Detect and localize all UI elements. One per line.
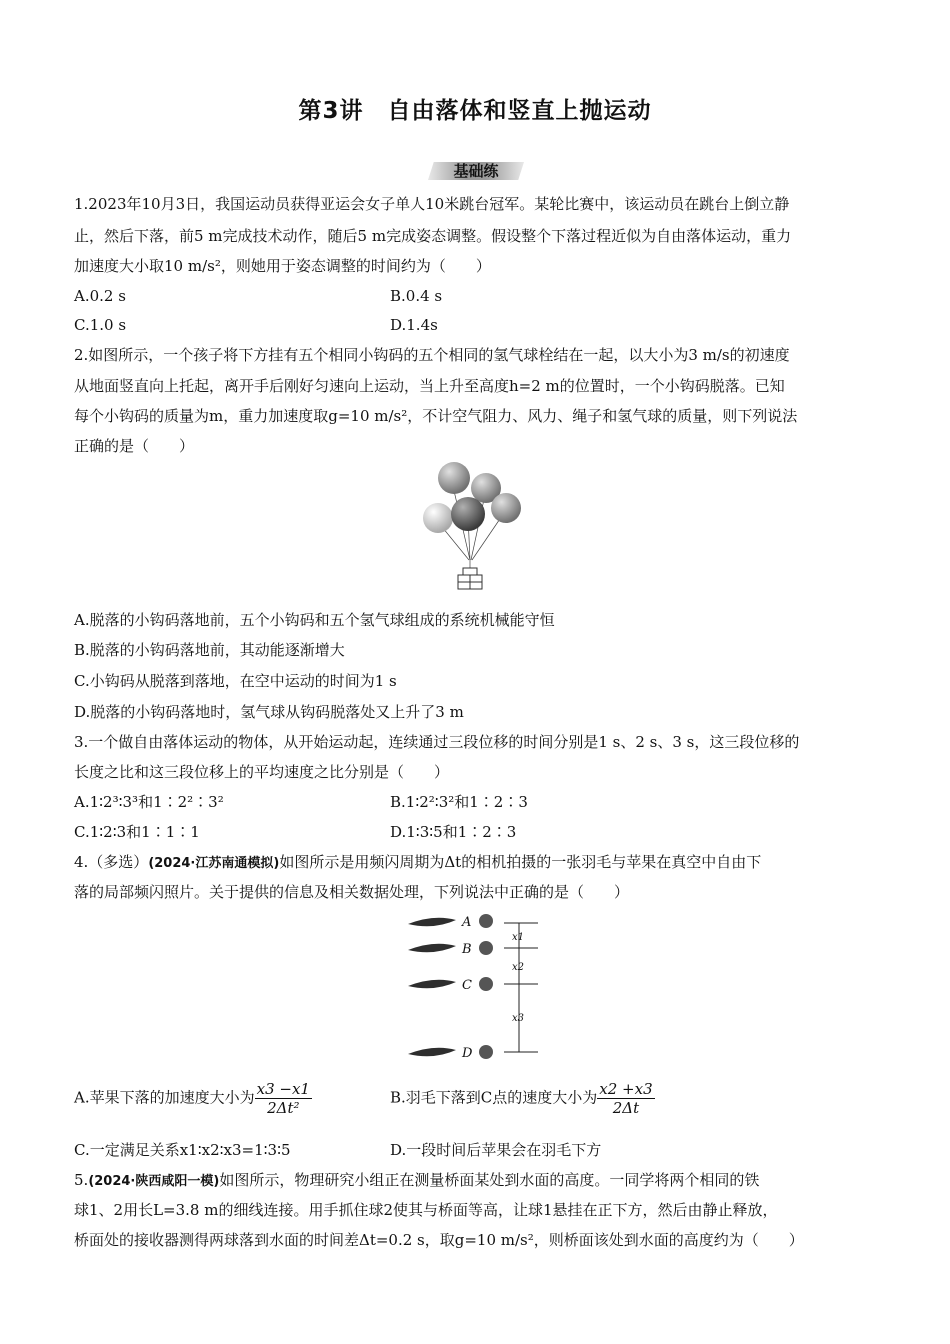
q4-option-a-denominator: 2Δt² [267,1099,300,1117]
q2-line-4: 正确的是（ ） [74,437,195,455]
q4-option-a-fraction [255,1080,312,1117]
label-x1: x1 [512,932,525,943]
q4-option-c: C.一定满足关系x1∶x2∶x3=1∶3∶5 [74,1141,291,1159]
q4-option-a-text: A.苹果下落的加速度大小为 [74,1088,255,1107]
balloon-1 [438,462,470,494]
balloon-4 [491,493,521,523]
hook-weights [458,568,482,589]
q1-line-1: 1.2023年10月3日，我国运动员获得亚运会女子单人10米跳台冠军。某轮比赛中，该运动员在跳台上倒立静 [74,195,790,213]
label-d: D [462,1046,473,1061]
balloon-5 [451,497,485,531]
q3-option-c: C.1∶2∶3和1∶1∶1 [74,823,200,841]
label-a: A [462,915,472,930]
section-header [428,158,524,182]
flash-frame-c [408,977,493,991]
q4-option-b-fraction [597,1080,654,1117]
q3-option-b: B.1∶2²∶3²和1∶2∶3 [390,793,528,811]
page-title: 第3讲 自由落体和竖直上抛运动 [298,98,652,124]
q3-line-1: 3.一个做自由落体运动的物体，从开始运动起，连续通过三段位移的时间分别是1 s、2 s、3 s，这三段位移的 [74,733,800,751]
label-b: B [462,942,472,957]
q1-option-c: C.1.0 s [74,316,127,334]
q5-text-1: 如图所示，物理研究小组正在测量桥面某处到水面的高度。一同学将两个相同的铁 [219,1171,760,1189]
q2-option-b: B.脱落的小钩码落地前，其动能逐渐增大 [74,641,345,659]
q4-line-2: 落的局部频闪照片。关于提供的信息及相关数据处理，下列说法中正确的是（ ） [74,883,630,901]
balloons-figure [418,460,530,600]
q2-line-3: 每个小钩码的质量为m，重力加速度取g=10 m/s²，不计空气阻力、风力、绳子和氢气球的质量，则下列说法 [74,407,798,425]
q1-option-d: D.1.4s [390,316,438,334]
label-x3: x3 [512,1013,525,1024]
q1-line-2: 止，然后下落，前5 m完成技术动作，随后5 m完成姿态调整。假设整个下落过程近似为自由落体运动，重力 [74,227,792,245]
q4-option-b-text: B.羽毛下落到C点的速度大小为 [390,1088,598,1107]
balloon-3 [423,503,453,533]
q4-source-tag: (2024·江苏南通模拟) [148,856,280,871]
q4-option-b-denominator: 2Δt [612,1099,640,1117]
q3-line-2: 长度之比和这三段位移上的平均速度之比分别是（ ） [74,763,450,781]
label-c: C [462,978,472,993]
q4-option-a-numerator: x3 −x1 [256,1080,310,1098]
q4-option-b-numerator: x2 +x3 [599,1080,653,1098]
q3-option-a: A.1∶2³∶3³和1∶2²∶3² [74,793,224,811]
q1-line-3: 加速度大小取10 m/s²，则她用于姿态调整的时间约为（ ） [74,257,491,275]
q5-line-2: 球1、2用长L=3.8 m的细线连接。用手抓住球2使其与桥面等高，让球1悬挂在正下方，然后由静止释放， [74,1201,778,1219]
q4-prefix: 4.（多选） [74,853,149,871]
q5-line-1 [74,1170,759,1192]
section-header-label: 基础练 [453,162,499,180]
q5-prefix: 5. [74,1171,89,1189]
q2-option-c: C.小钩码从脱落到落地，在空中运动的时间为1 s [74,672,397,690]
q2-line-2: 从地面竖直向上托起，离开手后刚好匀速向上运动，当上升至高度h=2 m的位置时，一个小钩码脱落。已知 [74,377,785,395]
q4-option-a [74,1080,312,1117]
q1-option-b: B.0.4 s [390,287,443,305]
q2-line-1: 2.如图所示，一个孩子将下方挂有五个相同小钩码的五个相同的氢气球栓结在一起，以大小为3 m/s的初速度 [74,346,790,364]
q4-text-1: 如图所示是用频闪周期为Δt的相机拍摄的一张羽毛与苹果在真空中自由下 [279,853,762,871]
flash-frame-b [408,941,493,955]
q5-source-tag: (2024·陕西咸阳一模) [88,1174,220,1189]
label-x2: x2 [512,962,525,973]
q4-option-d: D.一段时间后苹果会在羽毛下方 [390,1141,602,1159]
q3-option-d: D.1∶3∶5和1∶2∶3 [390,823,517,841]
q4-line-1 [74,852,761,874]
q5-line-3: 桥面处的接收器测得两球落到水面的时间差Δt=0.2 s，取g=10 m/s²，则桥面该处到水面的高度约为（ ） [74,1231,804,1249]
q4-option-b [390,1080,655,1117]
feather-apple-figure [404,908,544,1068]
q1-option-a: A.0.2 s [74,287,126,305]
flash-frame-a [408,914,493,928]
q2-option-d: D.脱落的小钩码落地时，氢气球从钩码脱落处又上升了3 m [74,703,464,721]
q2-option-a: A.脱落的小钩码落地前，五个小钩码和五个氢气球组成的系统机械能守恒 [74,611,555,629]
flash-frame-d [408,1045,493,1059]
